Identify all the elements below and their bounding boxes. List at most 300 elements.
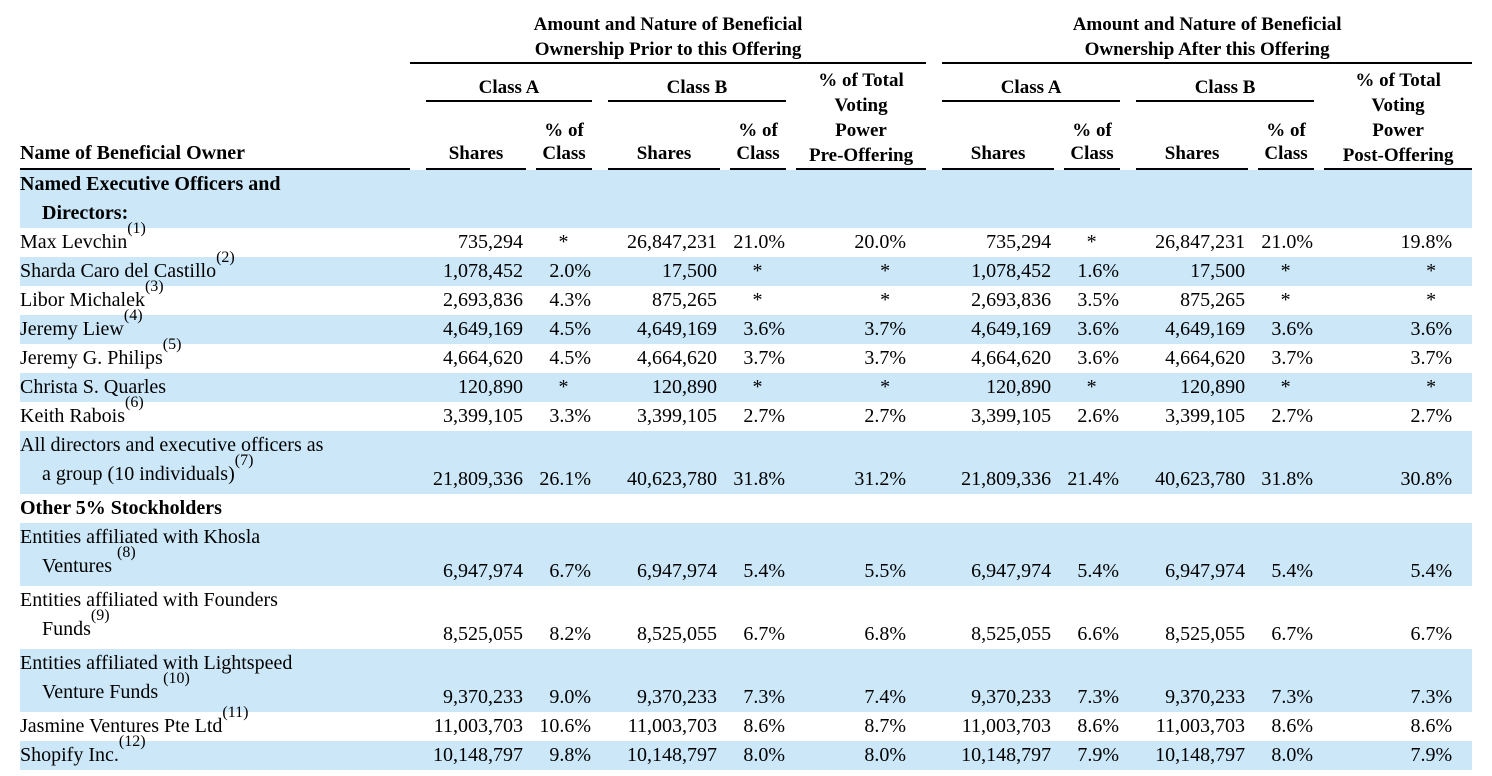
spacer: [592, 286, 608, 315]
footnote-reference: (12): [118, 733, 146, 751]
cell-a-shares-after: 2,693,836: [971, 289, 1052, 311]
cell-a-shares-after: 9,370,233: [971, 686, 1052, 708]
cell-a-pct-prior: 9.8%: [549, 744, 591, 766]
spacer: [592, 344, 608, 373]
spacer: [592, 712, 608, 741]
spacer: [786, 523, 796, 586]
cell-b-shares-prior: 6,947,974: [637, 560, 717, 582]
table-row: [20, 649, 1472, 712]
spacer: [592, 102, 608, 170]
cell-b-pct-after: *: [1280, 260, 1291, 282]
spacer: [1314, 373, 1324, 402]
cell-b-pct-after: 7.3%: [1271, 686, 1314, 708]
table-row: [20, 286, 1472, 315]
spacer: [1120, 257, 1136, 286]
spacer: [526, 257, 536, 286]
spacer: [1314, 649, 1324, 712]
spacer: [1120, 402, 1136, 431]
spacer: [1248, 344, 1258, 373]
spacer: [926, 64, 942, 102]
cell-a-pct-after: *: [1086, 376, 1097, 398]
spacer: [1120, 586, 1136, 649]
spacer: [720, 315, 730, 344]
owner-name-wrap-line: Directors:: [42, 202, 129, 224]
spacer: [1314, 344, 1324, 373]
cell-b-pct-prior: *: [752, 376, 763, 398]
spacer: [786, 373, 796, 402]
cell-voting-pre: 2.7%: [864, 405, 907, 427]
cell-voting-pre: 6.8%: [864, 623, 907, 645]
spacer: [926, 8, 942, 64]
spacer: [592, 431, 608, 494]
cell-b-pct-after: 31.8%: [1261, 468, 1314, 490]
cell-voting-pre: *: [880, 289, 891, 311]
cell-b-shares-prior: 3,399,105: [637, 405, 717, 427]
cell-b-pct-prior: 7.3%: [743, 686, 785, 708]
cell-a-shares-prior: 11,003,703: [433, 715, 523, 737]
cell-voting-pre: 3.7%: [864, 347, 907, 369]
spacer: [786, 228, 796, 257]
cell-voting-post: 19.8%: [1400, 231, 1453, 253]
cell-a-pct-after: 3.6%: [1077, 318, 1120, 340]
cell-b-shares-after: 40,623,780: [1155, 468, 1246, 490]
owner-name: Libor Michalek$^{(3)}$: [20, 278, 164, 311]
spacer: [1120, 741, 1136, 770]
footnote-reference: (5): [162, 336, 182, 354]
cell-b-shares-after: 4,664,620: [1165, 347, 1246, 369]
table-row: [20, 315, 1472, 344]
header-pct-class-b-after: % of Class: [1258, 102, 1314, 170]
cell-b-shares-after: 4,649,169: [1165, 318, 1246, 340]
cell-voting-post: *: [1426, 289, 1437, 311]
spacer: [592, 257, 608, 286]
cell-b-shares-after: 8,525,055: [1165, 623, 1246, 645]
cell-a-shares-after: 6,947,974: [971, 560, 1052, 582]
spacer: [1314, 257, 1324, 286]
section-row: [20, 494, 1472, 523]
cell-b-shares-after: 6,947,974: [1165, 560, 1246, 582]
table-row: [20, 523, 1472, 586]
cell-a-shares-prior: 9,370,233: [443, 686, 523, 708]
cell-voting-post: 5.4%: [1410, 560, 1453, 582]
spacer: [786, 286, 796, 315]
cell-voting-post: 7.9%: [1410, 744, 1453, 766]
spacer: [1314, 228, 1324, 257]
spacer: [1054, 344, 1064, 373]
spacer: [720, 344, 730, 373]
spacer: [1314, 523, 1324, 586]
spacer: [926, 257, 942, 286]
cell-b-shares-prior: 120,890: [652, 376, 717, 398]
cell-a-pct-prior: 3.3%: [549, 405, 591, 427]
cell-voting-post: 2.7%: [1410, 405, 1453, 427]
owner-name: All directors and executive officers as a group (10 individuals)$^{(7)}$: [20, 434, 324, 485]
spacer: [786, 712, 796, 741]
cell-a-shares-prior: 735,294: [458, 231, 523, 253]
cell-voting-post: 7.3%: [1410, 686, 1453, 708]
spacer: [1054, 431, 1064, 494]
spacer: [526, 102, 536, 170]
owner-name: Entities affiliated with Khosla Ventures $^{(8)}$: [20, 526, 261, 577]
cell-voting-post: 30.8%: [1400, 468, 1453, 490]
spacer: [410, 64, 426, 102]
cell-b-shares-prior: 10,148,797: [627, 744, 717, 766]
spacer: [1248, 402, 1258, 431]
cell-a-pct-after: 8.6%: [1077, 715, 1120, 737]
cell-b-pct-after: 8.6%: [1271, 715, 1314, 737]
spacer: [926, 431, 942, 494]
spacer: [592, 586, 608, 649]
cell-b-shares-prior: 11,003,703: [627, 715, 717, 737]
spacer: [786, 64, 796, 102]
cell-b-pct-after: *: [1280, 376, 1291, 398]
spacer: [720, 102, 730, 170]
cell-a-pct-after: 1.6%: [1077, 260, 1120, 282]
spacer: [1314, 431, 1324, 494]
cell-b-shares-prior: 875,265: [652, 289, 717, 311]
spacer: [720, 586, 730, 649]
spacer: [526, 712, 536, 741]
footnote-reference: (6): [125, 394, 144, 412]
spacer: [1248, 431, 1258, 494]
spacer: [526, 402, 536, 431]
group-header-after-offering: Amount and Nature of Beneficial Ownership After this Offering: [942, 8, 1472, 64]
table-row: [20, 344, 1472, 373]
owner-name: Christa S. Quarles: [20, 376, 167, 398]
owner-name: Shopify Inc.$^{(12)}$: [20, 733, 146, 766]
spacer: [1248, 102, 1258, 170]
cell-b-pct-after: 3.6%: [1271, 318, 1314, 340]
spacer: [1120, 712, 1136, 741]
cell-b-shares-after: 11,003,703: [1155, 715, 1246, 737]
table-row: [20, 586, 1472, 649]
cell-a-pct-prior: 2.0%: [549, 260, 591, 282]
spacer: [1120, 431, 1136, 494]
footnote-reference: (1): [127, 220, 146, 238]
spacer: [926, 373, 942, 402]
group-header-prior-offering: Amount and Nature of Beneficial Ownership Prior to this Offering: [410, 8, 926, 64]
cell-b-shares-prior: 8,525,055: [637, 623, 717, 645]
cell-voting-post: 8.6%: [1410, 715, 1453, 737]
cell-voting-pre: 3.7%: [864, 318, 907, 340]
spacer: [592, 64, 608, 102]
spacer: [1248, 586, 1258, 649]
spacer: [526, 373, 536, 402]
spacer: [926, 286, 942, 315]
spacer: [526, 315, 536, 344]
beneficial-ownership-table: [20, 8, 1472, 770]
cell-voting-pre: 7.4%: [864, 686, 907, 708]
spacer: [786, 741, 796, 770]
spacer: [926, 102, 942, 170]
spacer: [1054, 315, 1064, 344]
cell-voting-pre: *: [880, 376, 891, 398]
cell-a-pct-after: 21.4%: [1067, 468, 1120, 490]
spacer: [1054, 286, 1064, 315]
spacer: [1120, 373, 1136, 402]
cell-a-pct-prior: 9.0%: [549, 686, 591, 708]
cell-voting-pre: 20.0%: [854, 231, 907, 253]
cell-b-shares-prior: 40,623,780: [627, 468, 717, 490]
cell-a-pct-after: 2.6%: [1077, 405, 1120, 427]
owner-name-wrap-line: a group (10 individuals): [42, 463, 235, 485]
spacer: [926, 315, 942, 344]
spacer: [786, 102, 796, 170]
header-shares-class-b-after: Shares: [1136, 102, 1248, 170]
cell-b-pct-prior: 5.4%: [743, 560, 785, 582]
header-class-b-after: Class B: [1136, 64, 1314, 102]
cell-a-shares-prior: 120,890: [458, 376, 523, 398]
owner-name: Jeremy G. Philips$^{(5)}$: [20, 336, 182, 369]
header-shares-class-a-prior: Shares: [426, 102, 526, 170]
spacer: [410, 102, 426, 170]
cell-a-pct-after: *: [1086, 231, 1097, 253]
spacer: [1314, 315, 1324, 344]
footnote-reference: (3): [144, 278, 164, 296]
cell-a-shares-prior: 1,078,452: [443, 260, 523, 282]
footnote-reference: (11): [222, 704, 249, 722]
spacer: [1314, 64, 1324, 102]
spacer: [1120, 228, 1136, 257]
spacer: [1120, 64, 1136, 102]
spacer: [1248, 373, 1258, 402]
spacer: [1054, 649, 1064, 712]
spacer: [720, 649, 730, 712]
spacer: [1248, 286, 1258, 315]
spacer: [1314, 102, 1324, 170]
cell-a-shares-after: 735,294: [986, 231, 1052, 253]
cell-b-shares-prior: 9,370,233: [637, 686, 717, 708]
spacer: [1314, 586, 1324, 649]
table-row: [20, 741, 1472, 770]
cell-b-pct-prior: 8.0%: [743, 744, 785, 766]
table-row: [20, 257, 1472, 286]
cell-voting-pre: 5.5%: [864, 560, 907, 582]
header-name-of-beneficial-owner: Name of Beneficial Owner: [20, 8, 410, 170]
spacer: [926, 402, 942, 431]
spacer: [1248, 228, 1258, 257]
section-title: Other 5% Stockholders: [20, 497, 222, 519]
cell-a-pct-prior: 8.2%: [549, 623, 591, 645]
spacer: [926, 741, 942, 770]
cell-b-pct-after: 8.0%: [1271, 744, 1314, 766]
spacer: [926, 712, 942, 741]
spacer: [926, 344, 942, 373]
cell-b-pct-after: 3.7%: [1271, 347, 1314, 369]
spacer: [1054, 402, 1064, 431]
spacer: [1054, 102, 1064, 170]
footnote-reference: (4): [123, 307, 143, 325]
cell-b-shares-after: 26,847,231: [1155, 231, 1246, 253]
spacer: [1248, 649, 1258, 712]
cell-a-shares-after: 10,148,797: [961, 744, 1052, 766]
table-row: [20, 402, 1472, 431]
spacer: [592, 228, 608, 257]
header-voting-power-pre-offering: % of Total Voting Power Pre-Offering: [796, 64, 926, 170]
header-shares-class-a-after: Shares: [942, 102, 1054, 170]
footnote-reference: (10): [163, 670, 190, 688]
cell-b-pct-prior: 2.7%: [743, 405, 785, 427]
cell-a-pct-prior: 6.7%: [549, 560, 591, 582]
owner-name: Jeremy Liew$^{(4)}$: [20, 307, 143, 340]
owner-name: Entities affiliated with Founders Funds$^{(9)}$: [20, 589, 278, 640]
cell-a-shares-after: 4,649,169: [971, 318, 1052, 340]
spacer: [1248, 315, 1258, 344]
header-class-a-after: Class A: [942, 64, 1120, 102]
cell-voting-pre: *: [880, 260, 891, 282]
table-row: [20, 228, 1472, 257]
spacer: [720, 402, 730, 431]
header-shares-class-b-prior: Shares: [608, 102, 720, 170]
cell-a-pct-prior: 4.3%: [549, 289, 591, 311]
spacer: [1120, 286, 1136, 315]
header-pct-class-a-after: % of Class: [1064, 102, 1120, 170]
spacer: [720, 286, 730, 315]
spacer: [786, 344, 796, 373]
spacer: [592, 523, 608, 586]
spacer: [592, 402, 608, 431]
cell-voting-post: 3.7%: [1410, 347, 1453, 369]
cell-a-shares-prior: 6,947,974: [443, 560, 523, 582]
owner-name: Entities affiliated with Lightspeed Venture Funds $^{(10)}$: [20, 652, 293, 703]
cell-voting-pre: 8.7%: [864, 715, 907, 737]
spacer: [720, 712, 730, 741]
cell-voting-pre: 8.0%: [864, 744, 907, 766]
cell-a-shares-after: 4,664,620: [971, 347, 1052, 369]
spacer: [526, 286, 536, 315]
cell-voting-pre: 31.2%: [854, 468, 907, 490]
spacer: [592, 373, 608, 402]
spacer: [786, 431, 796, 494]
owner-name: Max Levchin$^{(1)}$: [20, 220, 146, 253]
cell-b-pct-prior: 6.7%: [743, 623, 785, 645]
spacer: [786, 315, 796, 344]
cell-b-shares-prior: 4,649,169: [637, 318, 717, 340]
cell-a-pct-after: 3.6%: [1077, 347, 1120, 369]
spacer: [526, 431, 536, 494]
header-class-b-prior: Class B: [608, 64, 786, 102]
spacer: [526, 741, 536, 770]
footnote-reference: (8): [116, 544, 136, 562]
section-title: Named Executive Officers and Directors:: [20, 173, 281, 224]
cell-b-pct-prior: *: [752, 289, 763, 311]
spacer: [1054, 257, 1064, 286]
spacer: [526, 228, 536, 257]
cell-a-shares-prior: 2,693,836: [443, 289, 523, 311]
cell-a-pct-after: 7.3%: [1077, 686, 1120, 708]
owner-name: Jasmine Ventures Pte Ltd$^{(11)}$: [20, 704, 249, 737]
spacer: [526, 344, 536, 373]
cell-b-shares-after: 9,370,233: [1165, 686, 1246, 708]
spacer: [1248, 257, 1258, 286]
spacer: [926, 228, 942, 257]
spacer: [526, 586, 536, 649]
spacer: [720, 431, 730, 494]
cell-b-shares-after: 3,399,105: [1165, 405, 1246, 427]
cell-b-pct-after: 6.7%: [1271, 623, 1314, 645]
spacer: [926, 523, 942, 586]
spacer: [1314, 741, 1324, 770]
footnote-reference: (9): [90, 607, 110, 625]
spacer: [1248, 741, 1258, 770]
cell-b-pct-prior: 8.6%: [743, 715, 785, 737]
cell-a-shares-prior: 3,399,105: [443, 405, 523, 427]
cell-a-shares-after: 1,078,452: [971, 260, 1052, 282]
cell-b-shares-prior: 17,500: [662, 260, 717, 282]
cell-a-pct-prior: 4.5%: [549, 318, 591, 340]
spacer: [592, 649, 608, 712]
spacer: [592, 741, 608, 770]
cell-b-pct-after: 2.7%: [1271, 405, 1314, 427]
cell-b-pct-after: 21.0%: [1261, 231, 1314, 253]
owner-name-wrap-line: Ventures: [42, 555, 117, 577]
spacer: [786, 649, 796, 712]
spacer: [1054, 228, 1064, 257]
owner-name-wrap-line: Funds: [42, 618, 91, 640]
spacer: [786, 402, 796, 431]
cell-a-shares-prior: 10,148,797: [433, 744, 523, 766]
cell-a-pct-prior: 26.1%: [539, 468, 591, 490]
cell-a-pct-after: 5.4%: [1077, 560, 1120, 582]
cell-voting-post: 6.7%: [1410, 623, 1453, 645]
table-row: [20, 373, 1472, 402]
header-voting-power-post-offering: % of Total Voting Power Post-Offering: [1324, 64, 1472, 170]
cell-voting-post: *: [1426, 376, 1437, 398]
spacer: [1054, 373, 1064, 402]
spacer: [1120, 315, 1136, 344]
cell-b-pct-prior: 3.7%: [743, 347, 785, 369]
cell-a-shares-prior: 4,649,169: [443, 318, 523, 340]
spacer: [1314, 402, 1324, 431]
cell-b-shares-prior: 26,847,231: [627, 231, 717, 253]
spacer: [720, 741, 730, 770]
cell-a-shares-after: 11,003,703: [961, 715, 1052, 737]
cell-a-shares-prior: 4,664,620: [443, 347, 523, 369]
cell-a-pct-after: 6.6%: [1077, 623, 1120, 645]
cell-b-shares-after: 17,500: [1190, 260, 1246, 282]
cell-a-pct-prior: *: [558, 376, 569, 398]
cell-b-pct-prior: *: [752, 260, 763, 282]
header-pct-class-b-prior: % of Class: [730, 102, 786, 170]
spacer: [1120, 102, 1136, 170]
spacer: [526, 649, 536, 712]
spacer: [1120, 523, 1136, 586]
cell-a-pct-after: 7.9%: [1077, 744, 1120, 766]
cell-a-pct-prior: 4.5%: [549, 347, 591, 369]
spacer: [786, 586, 796, 649]
header-class-a-prior: Class A: [426, 64, 592, 102]
spacer: [926, 649, 942, 712]
section-row: [20, 170, 1472, 228]
spacer: [720, 523, 730, 586]
cell-b-shares-after: 875,265: [1180, 289, 1246, 311]
cell-b-shares-prior: 4,664,620: [637, 347, 717, 369]
cell-a-shares-prior: 8,525,055: [443, 623, 523, 645]
cell-b-pct-prior: 3.6%: [743, 318, 785, 340]
cell-a-pct-after: 3.5%: [1077, 289, 1120, 311]
spacer: [526, 523, 536, 586]
spacer: [720, 373, 730, 402]
spacer: [1120, 649, 1136, 712]
cell-a-shares-after: 3,399,105: [971, 405, 1052, 427]
table-row: [20, 431, 1472, 494]
header-pct-class-a-prior: % of Class: [536, 102, 592, 170]
cell-b-pct-prior: 31.8%: [733, 468, 785, 490]
cell-a-shares-after: 8,525,055: [971, 623, 1052, 645]
cell-voting-post: 3.6%: [1410, 318, 1453, 340]
spacer: [1120, 344, 1136, 373]
table-row: [20, 712, 1472, 741]
